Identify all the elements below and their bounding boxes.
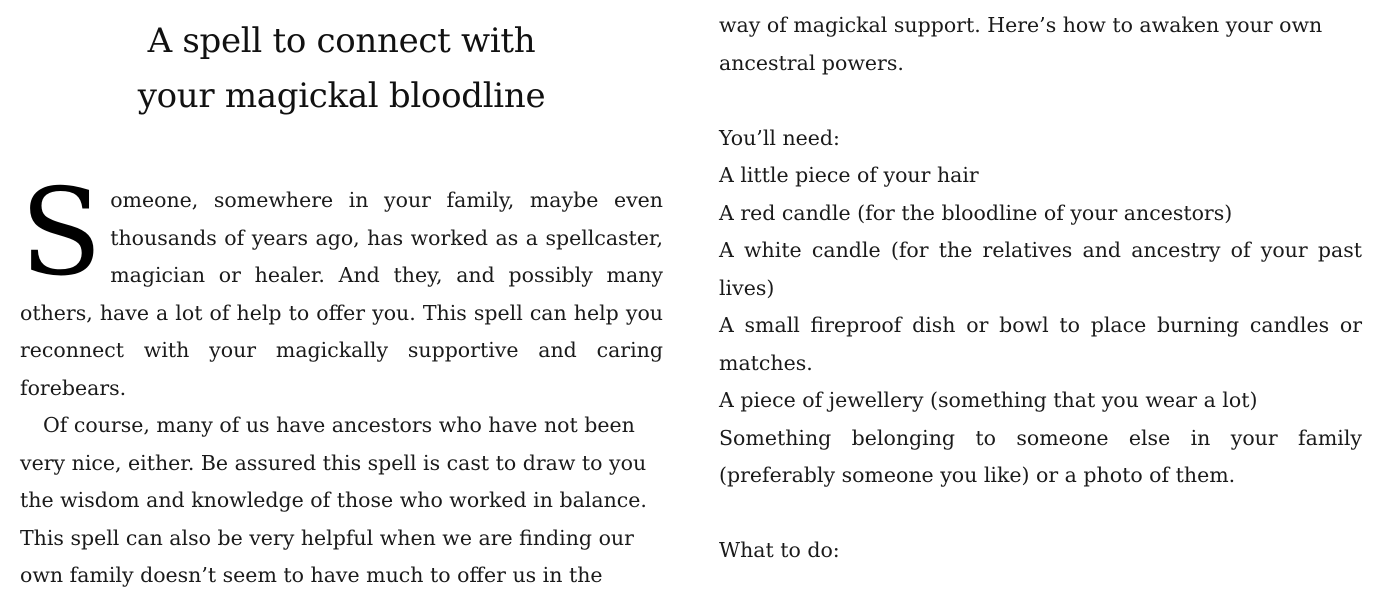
left-page <box>20 0 663 595</box>
list-item: A red candle (for the bloodline of your ancestors) <box>719 200 1233 225</box>
paragraph-line: Of course, many of us have ancestors who have not been <box>43 413 635 437</box>
list-item: A white candle (for the relatives and ancestry of your past lives) <box>719 238 1362 300</box>
list-item: A little piece of your hair <box>719 163 979 187</box>
needs-list <box>719 157 1362 495</box>
second-paragraph <box>20 407 663 595</box>
todo-heading: What to do: <box>719 538 840 562</box>
left-body <box>20 164 663 595</box>
paragraph-line: the wisdom and knowledge of those who worked in balance. <box>20 488 647 512</box>
chapter-title <box>20 0 663 124</box>
title-line: A spell to connect with <box>147 21 536 61</box>
paragraph-line: This spell can also be very helpful when we are finding our <box>20 525 634 550</box>
drop-cap: S <box>20 164 103 303</box>
right-page <box>719 0 1362 570</box>
spacer <box>719 82 1362 120</box>
opening-paragraph-text: omeone, somewhere in your family, maybe even thousands of years ago, has worked as a spellcaster, magician or healer. And they, and possibly many others, have a lot of help to offer you. This spell can help you reconnect with your magickally supportive and caring forebears. <box>20 188 663 400</box>
right-body <box>719 0 1362 570</box>
list-item: A piece of jewellery (something that you wear a lot) <box>719 388 1258 412</box>
list-item: A small fireproof dish or bowl to place burning candles or matches. <box>719 313 1362 375</box>
title-line: your magickal bloodline <box>137 76 546 116</box>
paragraph-line: ancestral powers. <box>719 50 904 75</box>
paragraph-line: way of magickal support. Here’s how to awaken your own <box>719 13 1323 37</box>
list-item: Something belonging to someone else in your family (preferably someone you like) or a photo of them. <box>719 425 1362 487</box>
paragraph-line: very nice, either. Be assured this spell is cast to draw to you <box>20 450 647 475</box>
needs-heading: You’ll need: <box>719 125 840 150</box>
spacer <box>719 495 1362 533</box>
paragraph-line: own family doesn’t seem to have much to offer us in the <box>20 563 603 587</box>
opening-paragraph <box>20 164 663 407</box>
